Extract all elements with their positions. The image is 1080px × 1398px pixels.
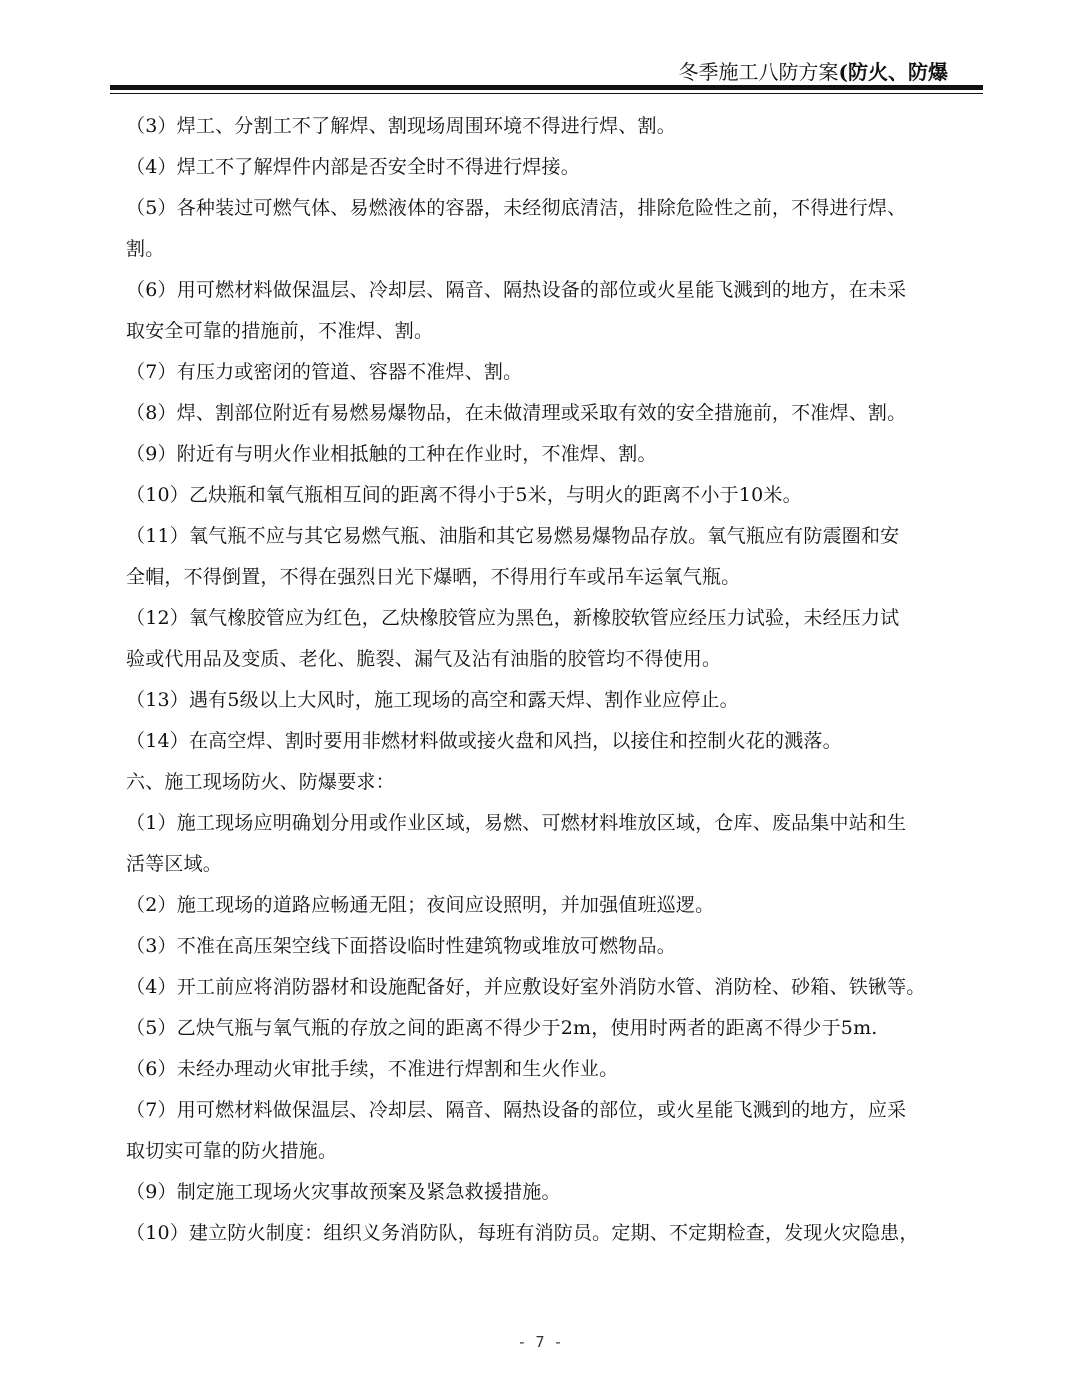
page-number: - 7 - xyxy=(517,1333,563,1351)
text-line: （10）乙炔瓶和氧气瓶相互间的距离不得小于5米，与明火的距离不小于10米。 xyxy=(126,484,802,506)
running-header xyxy=(679,56,948,85)
text-line: （3）焊工、分割工不了解焊、割现场周围环境不得进行焊、割。 xyxy=(126,115,676,137)
text-line: （8）焊、割部位附近有易燃易爆物品，在未做清理或采取有效的安全措施前，不准焊、割。 xyxy=(126,402,907,424)
text-line: （6）未经办理动火审批手续，不准进行焊割和生火作业。 xyxy=(126,1058,619,1080)
text-line: （9）制定施工现场火灾事故预案及紧急救援措施。 xyxy=(126,1181,561,1203)
text-line: （4）开工前应将消防器材和设施配备好，并应敷设好室外消防水管、消防栓、砂箱、铁锹等。 xyxy=(126,976,926,998)
text-line: （9）附近有与明火作业相抵触的工种在作业时，不准焊、割。 xyxy=(126,443,657,465)
text-line: 取切实可靠的防火措施。 xyxy=(126,1140,338,1162)
text-line: （12）氧气橡胶管应为红色，乙炔橡胶管应为黑色，新橡胶软管应经压力试验，未经压力试 xyxy=(126,607,900,629)
text-line: 取安全可靠的措施前，不准焊、割。 xyxy=(126,320,434,342)
text-line: 全帽，不得倒置，不得在强烈日光下爆晒，不得用行车或吊车运氧气瓶。 xyxy=(126,566,741,588)
text-line: （11）氧气瓶不应与其它易燃气瓶、油脂和其它易燃易爆物品存放。氧气瓶应有防震圈和安 xyxy=(126,525,900,547)
header-title-bold: (防火、防爆 xyxy=(838,60,948,84)
text-line: （7）用可燃材料做保温层、冷却层、隔音、隔热设备的部位，或火星能飞溅到的地方，应采 xyxy=(126,1099,907,1121)
text-line: （7）有压力或密闭的管道、容器不准焊、割。 xyxy=(126,361,523,383)
text-line: （4）焊工不了解焊件内部是否安全时不得进行焊接。 xyxy=(126,156,580,178)
text-line: 活等区域。 xyxy=(126,853,223,875)
text-line: （1）施工现场应明确划分用或作业区域，易燃、可燃材料堆放区域，仓库、废品集中站和生 xyxy=(126,812,907,834)
text-line: 割。 xyxy=(126,238,165,260)
text-line: （13）遇有5级以上大风时，施工现场的高空和露天焊、割作业应停止。 xyxy=(126,689,739,711)
header-rule-thin xyxy=(110,93,983,94)
text-line: （2）施工现场的道路应畅通无阻；夜间应设照明，并加强值班巡逻。 xyxy=(126,894,715,916)
text-line: （5）各种装过可燃气体、易燃液体的容器，未经彻底清洁，排除危险性之前，不得进行焊、 xyxy=(126,197,907,219)
header-title: 冬季施工八防方案 xyxy=(678,60,839,84)
section-heading: 六、施工现场防火、防爆要求： xyxy=(126,771,395,793)
text-line: （10）建立防火制度：组织义务消防队，每班有消防员。定期、不定期检查，发现火灾隐患， xyxy=(126,1222,919,1244)
text-line: （6）用可燃材料做保温层、冷却层、隔音、隔热设备的部位或火星能飞溅到的地方，在未采 xyxy=(126,279,907,301)
text-line: 验或代用品及变质、老化、脆裂、漏气及沾有油脂的胶管均不得使用。 xyxy=(126,648,722,670)
header-rule-thick xyxy=(110,85,983,90)
text-line: （14）在高空焊、割时要用非燃材料做或接火盘和风挡，以接住和控制火花的溅落。 xyxy=(126,730,842,752)
document-body xyxy=(126,106,986,1254)
text-line: （3）不准在高压架空线下面搭设临时性建筑物或堆放可燃物品。 xyxy=(126,935,676,957)
text-line: （5）乙炔气瓶与氧气瓶的存放之间的距离不得少于2m，使用时两者的距离不得少于5m. xyxy=(126,1017,878,1039)
